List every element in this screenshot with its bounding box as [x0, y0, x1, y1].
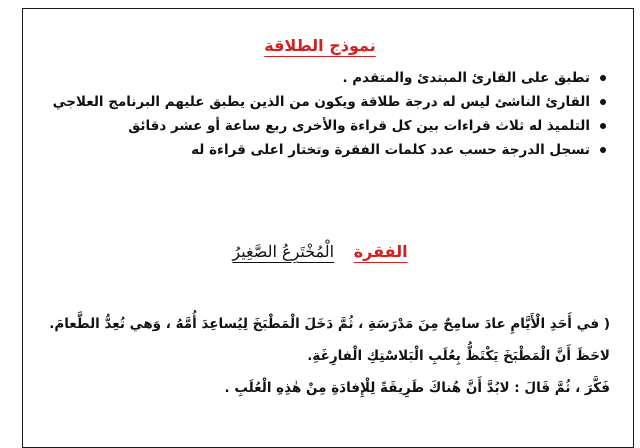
bullet-icon [600, 75, 606, 81]
bullet-icon [600, 123, 606, 129]
passage-title: الْمُخْتَرِعُ الصَّغِيرُ [232, 242, 335, 261]
page-title [0, 36, 640, 55]
list-item: التلميذ له ثلاث قراءات بين كل قراءة والأخرى ربع ساعة أو عشر دقائق [50, 114, 610, 138]
bullet-icon [600, 147, 606, 153]
bullet-icon [600, 99, 606, 105]
instructions-list [50, 66, 610, 162]
page-title-text: نموذج الطلاقة [264, 36, 376, 55]
passage-line: لاحَظَ أَنَّ الْمَطْبَخَ يَكْتَظُّ بِعُلَبِ الْبَلاسْتِكِ الْفارِغَةِ. [307, 348, 610, 364]
passage-heading [0, 242, 640, 261]
list-item: القارئ الناشئ ليس له درجة طلاقة ويكون من الذين يطبق عليهم البرنامج العلاجي [50, 90, 610, 114]
passage-line: فَكَّرَ ، ثُمَّ قَالَ : لابُدَّ أَنَّ هُناكَ طَرِيقَةً لِلْإِفادَةِ مِنْ هٰذِهِ الْعُلَبِ . [224, 380, 610, 396]
list-item: تسجل الدرجة حسب عدد كلمات الفقرة وتختار اعلى قراءة له [50, 138, 610, 162]
list-item: تطبق على القارئ المبتدئ والمتقدم . [50, 66, 610, 90]
passage-line: ( في أَحَدِ الْأَيَّامِ عادَ سامِحٌ مِنَ مَدْرَسَةِ ، ثُمَّ دَخَلَ الْمَطْبَخَ لِيُساعِدَ أُمَّهُ ، وَهي تُعِدُّ الطَّعامَ. [49, 316, 610, 332]
passage-label: الفقرة [353, 242, 408, 261]
passage-text [20, 308, 610, 404]
